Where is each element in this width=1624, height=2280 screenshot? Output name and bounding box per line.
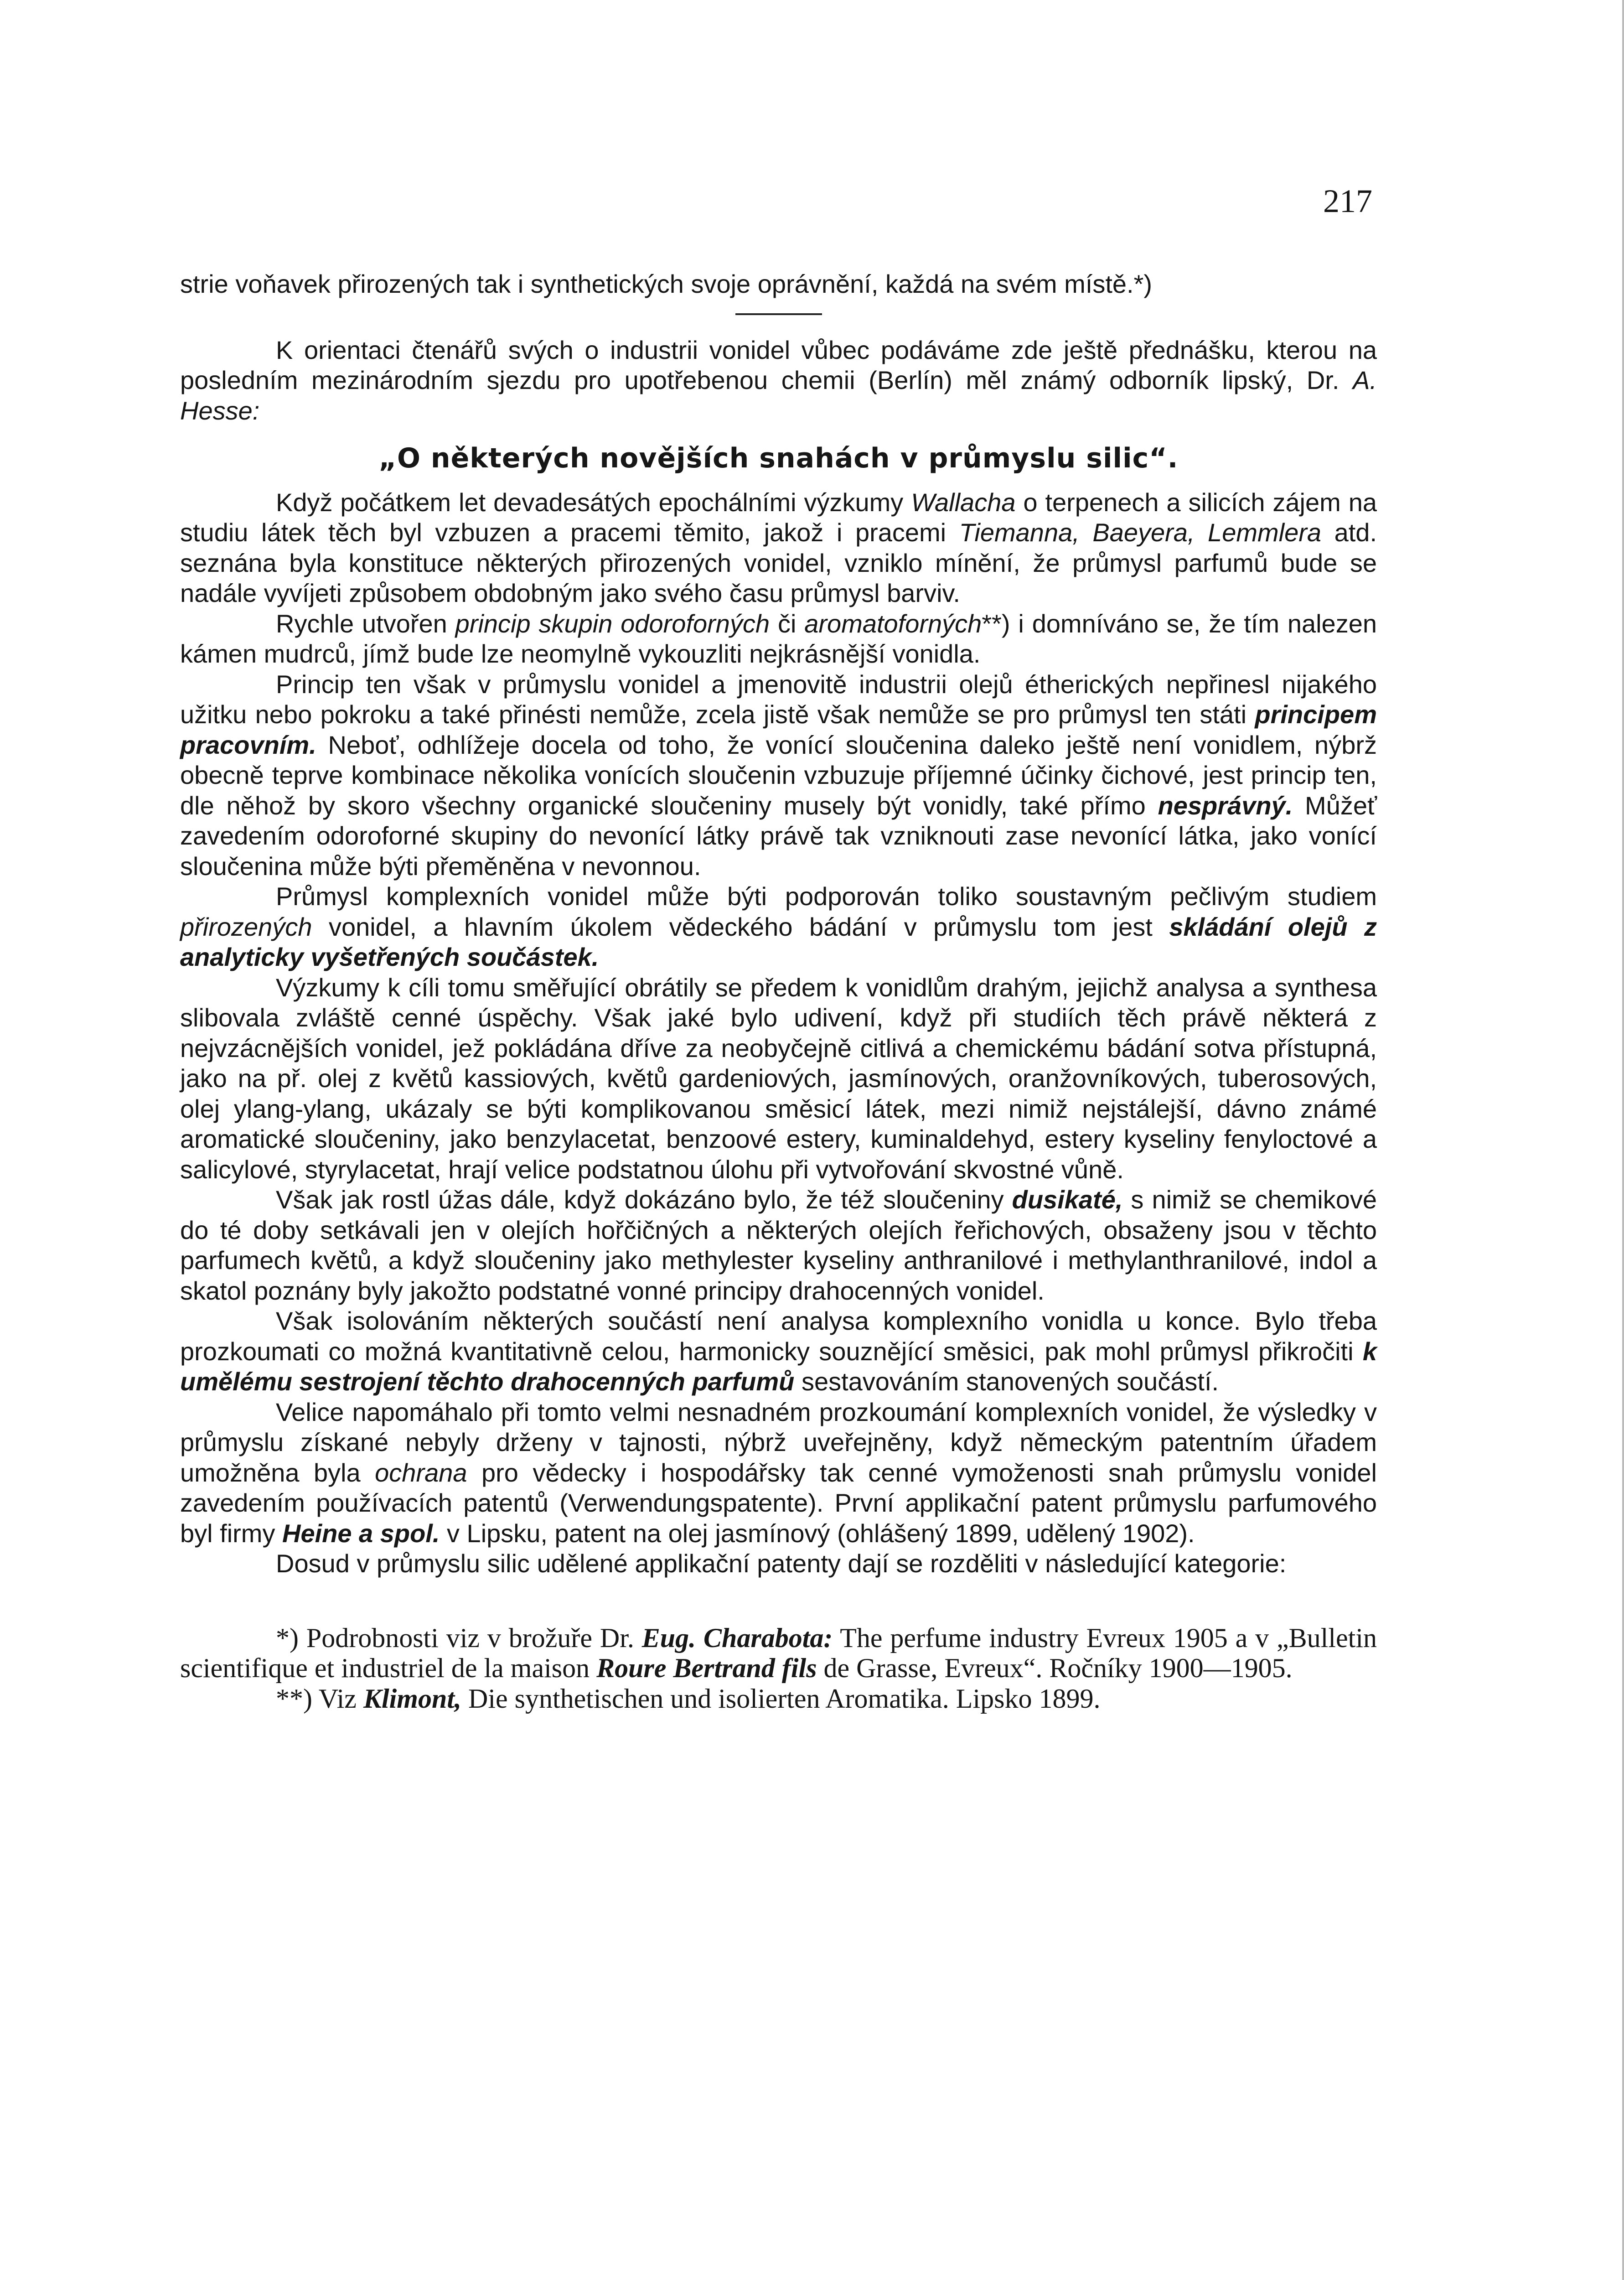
lecture-title: „O některých novějších snahách v průmyslu silic“. xyxy=(378,442,1179,474)
text: vonidel, a hlavním úkolem vědeckého bádání v průmyslu tom jest xyxy=(312,912,1169,941)
text: o terpenech a silicích zájem na studiu látek těch byl vzbuzen a pracemi těmito, jakož i pracemi xyxy=(180,487,1377,547)
emphasis: k umělému sestrojení těchto drahocenných parfumů xyxy=(180,1337,1377,1396)
text: pro vědecky i hospodářsky tak cenné vymoženosti snah průmyslu vonidel zavedením používacích patentů (Verwendungspatente). První applikační patent průmyslu parfumového byl firmy xyxy=(180,1458,1377,1548)
text: Neboť, odhlížeje docela od toho, že vonící sloučenina daleko ještě není vonidlem, nýbrž obecně teprve kombinace několika vonících sloučenin vzbuzuje příjemné účinky čichové, jest princip ten, dle něhož by skoro všechny organické sloučeniny musely být vonidly, také přímo xyxy=(180,730,1377,820)
paragraph-8 xyxy=(180,1397,1377,1549)
text: atd. seznána byla konstituce některých přirozených vonidel, vzniklo mínění, že průmysl parfumů bude se nadále vyvíjeti způsobem obdobným jako svého času průmysl barviv. xyxy=(180,518,1377,607)
emphasis: Roure Bertrand fils xyxy=(596,1653,817,1683)
paragraph-6 xyxy=(180,1185,1377,1306)
lead-paragraph xyxy=(180,335,1377,426)
name-wallach: Wallacha xyxy=(911,487,1016,517)
text: *) Podrobnosti viz v brožuře Dr. xyxy=(276,1622,642,1653)
paragraph-1 xyxy=(180,487,1377,609)
emphasis: skládání olejů z analyticky vyšetřených součástek. xyxy=(180,912,1377,971)
text: Však isolováním některých součástí není analysa komplexního vonidla u konce. Bylo třeba prozkoumati co možná kvantitativně celou, harmonicky souznějící směsici, pak mohl průmysl přikročiti xyxy=(180,1306,1377,1366)
text: de Grasse, Evreux“. Ročníky 1900—1905. xyxy=(817,1653,1293,1683)
page-content xyxy=(180,269,1377,1714)
paragraph-9: Dosud v průmyslu silic udělené applikační patenty dají se rozděliti v následující kategorie: xyxy=(276,1549,1287,1578)
author-name: A. Hesse: xyxy=(180,366,1377,425)
text: Můžeť zavedením odoroforné skupiny do nevonící látky právě tak vzniknouti zase nevonící látka, jako vonící sloučenina může býti přeměněna v nevonnou. xyxy=(180,791,1377,881)
emphasis: dusikaté, xyxy=(1012,1185,1123,1214)
text: Rychle utvořen xyxy=(276,609,455,638)
paragraph-7 xyxy=(180,1306,1377,1397)
text: Velice napomáhalo při tomto velmi nesnadném prozkoumání komplexních vonidel, že výsledky v průmyslu získané nebyly drženy v tajnosti, nýbrž uveřejněny, když německým patentním úřadem umožněna byla xyxy=(180,1397,1377,1487)
text: v Lipsku, patent na olej jasmínový (ohlášený 1899, udělený 1902). xyxy=(440,1518,1195,1548)
text: The perfume industry Evreux 1905 a v „Bulletin scientifique et industriel de la maison xyxy=(180,1622,1377,1683)
paragraph-5: Výzkumy k cíli tomu směřující obrátily se předem k vonidlům drahým, jejichž analysa a synthesa slibovala zvláště cenné úspěchy. Však jaké bylo udivení, když při studiích těch právě některá z nejvzácnějších vonidel, jež pokládána dříve za neobyčejně citlivá a chemickému bádání sotva přístupná, jako na př. olej z květů kassiových, květů gardeniových, jasmínových, oranžovníkových, tuberosových, olej ylang-ylang, ukázaly se býti komplikovanou směsicí látek, mezi nimiž nejstálejší, dávno známé aromatické sloučeniny, jako benzylacetat, benzoové estery, kuminaldehyd, estery kyseliny fenyloctové a salicylové, styrylacetat, hrají velice podstatnou úlohu při vytvořování skvostné vůně. xyxy=(180,973,1377,1184)
intro-paragraph: strie voňavek přirozených tak i synthetických svoje oprávnění, každá na svém místě.*) xyxy=(180,269,1153,298)
emphasis: principem pracovním. xyxy=(180,700,1377,759)
text: sestavováním stanovených součástí. xyxy=(794,1367,1219,1396)
text: Když počátkem let devadesátých epochálními výzkumy xyxy=(276,487,911,517)
paragraph-4 xyxy=(180,881,1377,973)
emphasis: aromatoforných xyxy=(804,609,982,638)
footnote-2 xyxy=(180,1684,1377,1714)
text: Princip ten však v průmyslu vonidel a jmenovitě industrii olejů étherických nepřinesl nijakého užitku nebo pokroku a také přinésti nemůže, zcela jistě však nemůže se pro průmysl ten státi xyxy=(180,669,1377,729)
text: Průmysl komplexních vonidel může býti podporován toliko soustavným pečlivým studiem xyxy=(276,882,1377,911)
footnotes xyxy=(180,1623,1377,1714)
text: s nimiž se chemikové do té doby setkávali jen v olejích hořčičných a některých olejích řeřichových, obsaženy jsou v těchto parfumech květů, a když sloučeniny jako methylester kyseliny anthranilové i methylanthranilové, indol a skatol poznány byly jakožto podstatné vonné principy drahocenných vonidel. xyxy=(180,1185,1377,1305)
emphasis: přirozených xyxy=(180,912,312,941)
emphasis: Eug. Charabota: xyxy=(641,1622,833,1653)
footnote-1 xyxy=(180,1623,1377,1684)
emphasis: Klimont, xyxy=(363,1683,462,1714)
paragraph-3 xyxy=(180,669,1377,882)
paragraph-2 xyxy=(180,609,1377,669)
names-tiemann-baeyer-lemmler: Tiemanna, Baeyera, Lemmlera xyxy=(959,518,1322,547)
text: či xyxy=(770,609,805,638)
emphasis: princip skupin odoroforných xyxy=(455,609,770,638)
page-number: 217 xyxy=(1323,183,1372,219)
section-separator xyxy=(735,313,822,315)
lead-text: K orientaci čtenářů svých o industrii vonidel vůbec podáváme zde ještě přednášku, kterou na posledním mezinárodním sjezdu pro upotřebenou chemii (Berlín) měl známý odborník lipský, Dr. xyxy=(180,335,1377,394)
text: Však jak rostl úžas dále, když dokázáno bylo, že též sloučeniny xyxy=(276,1185,1012,1214)
emphasis: Heine a spol. xyxy=(282,1518,440,1548)
emphasis: ochrana xyxy=(375,1458,467,1487)
emphasis: nesprávný. xyxy=(1158,791,1293,820)
page-edge xyxy=(1622,0,1624,2280)
text: **) Viz xyxy=(276,1683,363,1714)
text: Die synthetischen und isolierten Aromatika. Lipsko 1899. xyxy=(461,1683,1101,1714)
text: **) i domníváno se, že tím nalezen kámen mudrců, jímž bude lze neomylně vykouzliti nejkrásnější vonidla. xyxy=(180,609,1377,668)
